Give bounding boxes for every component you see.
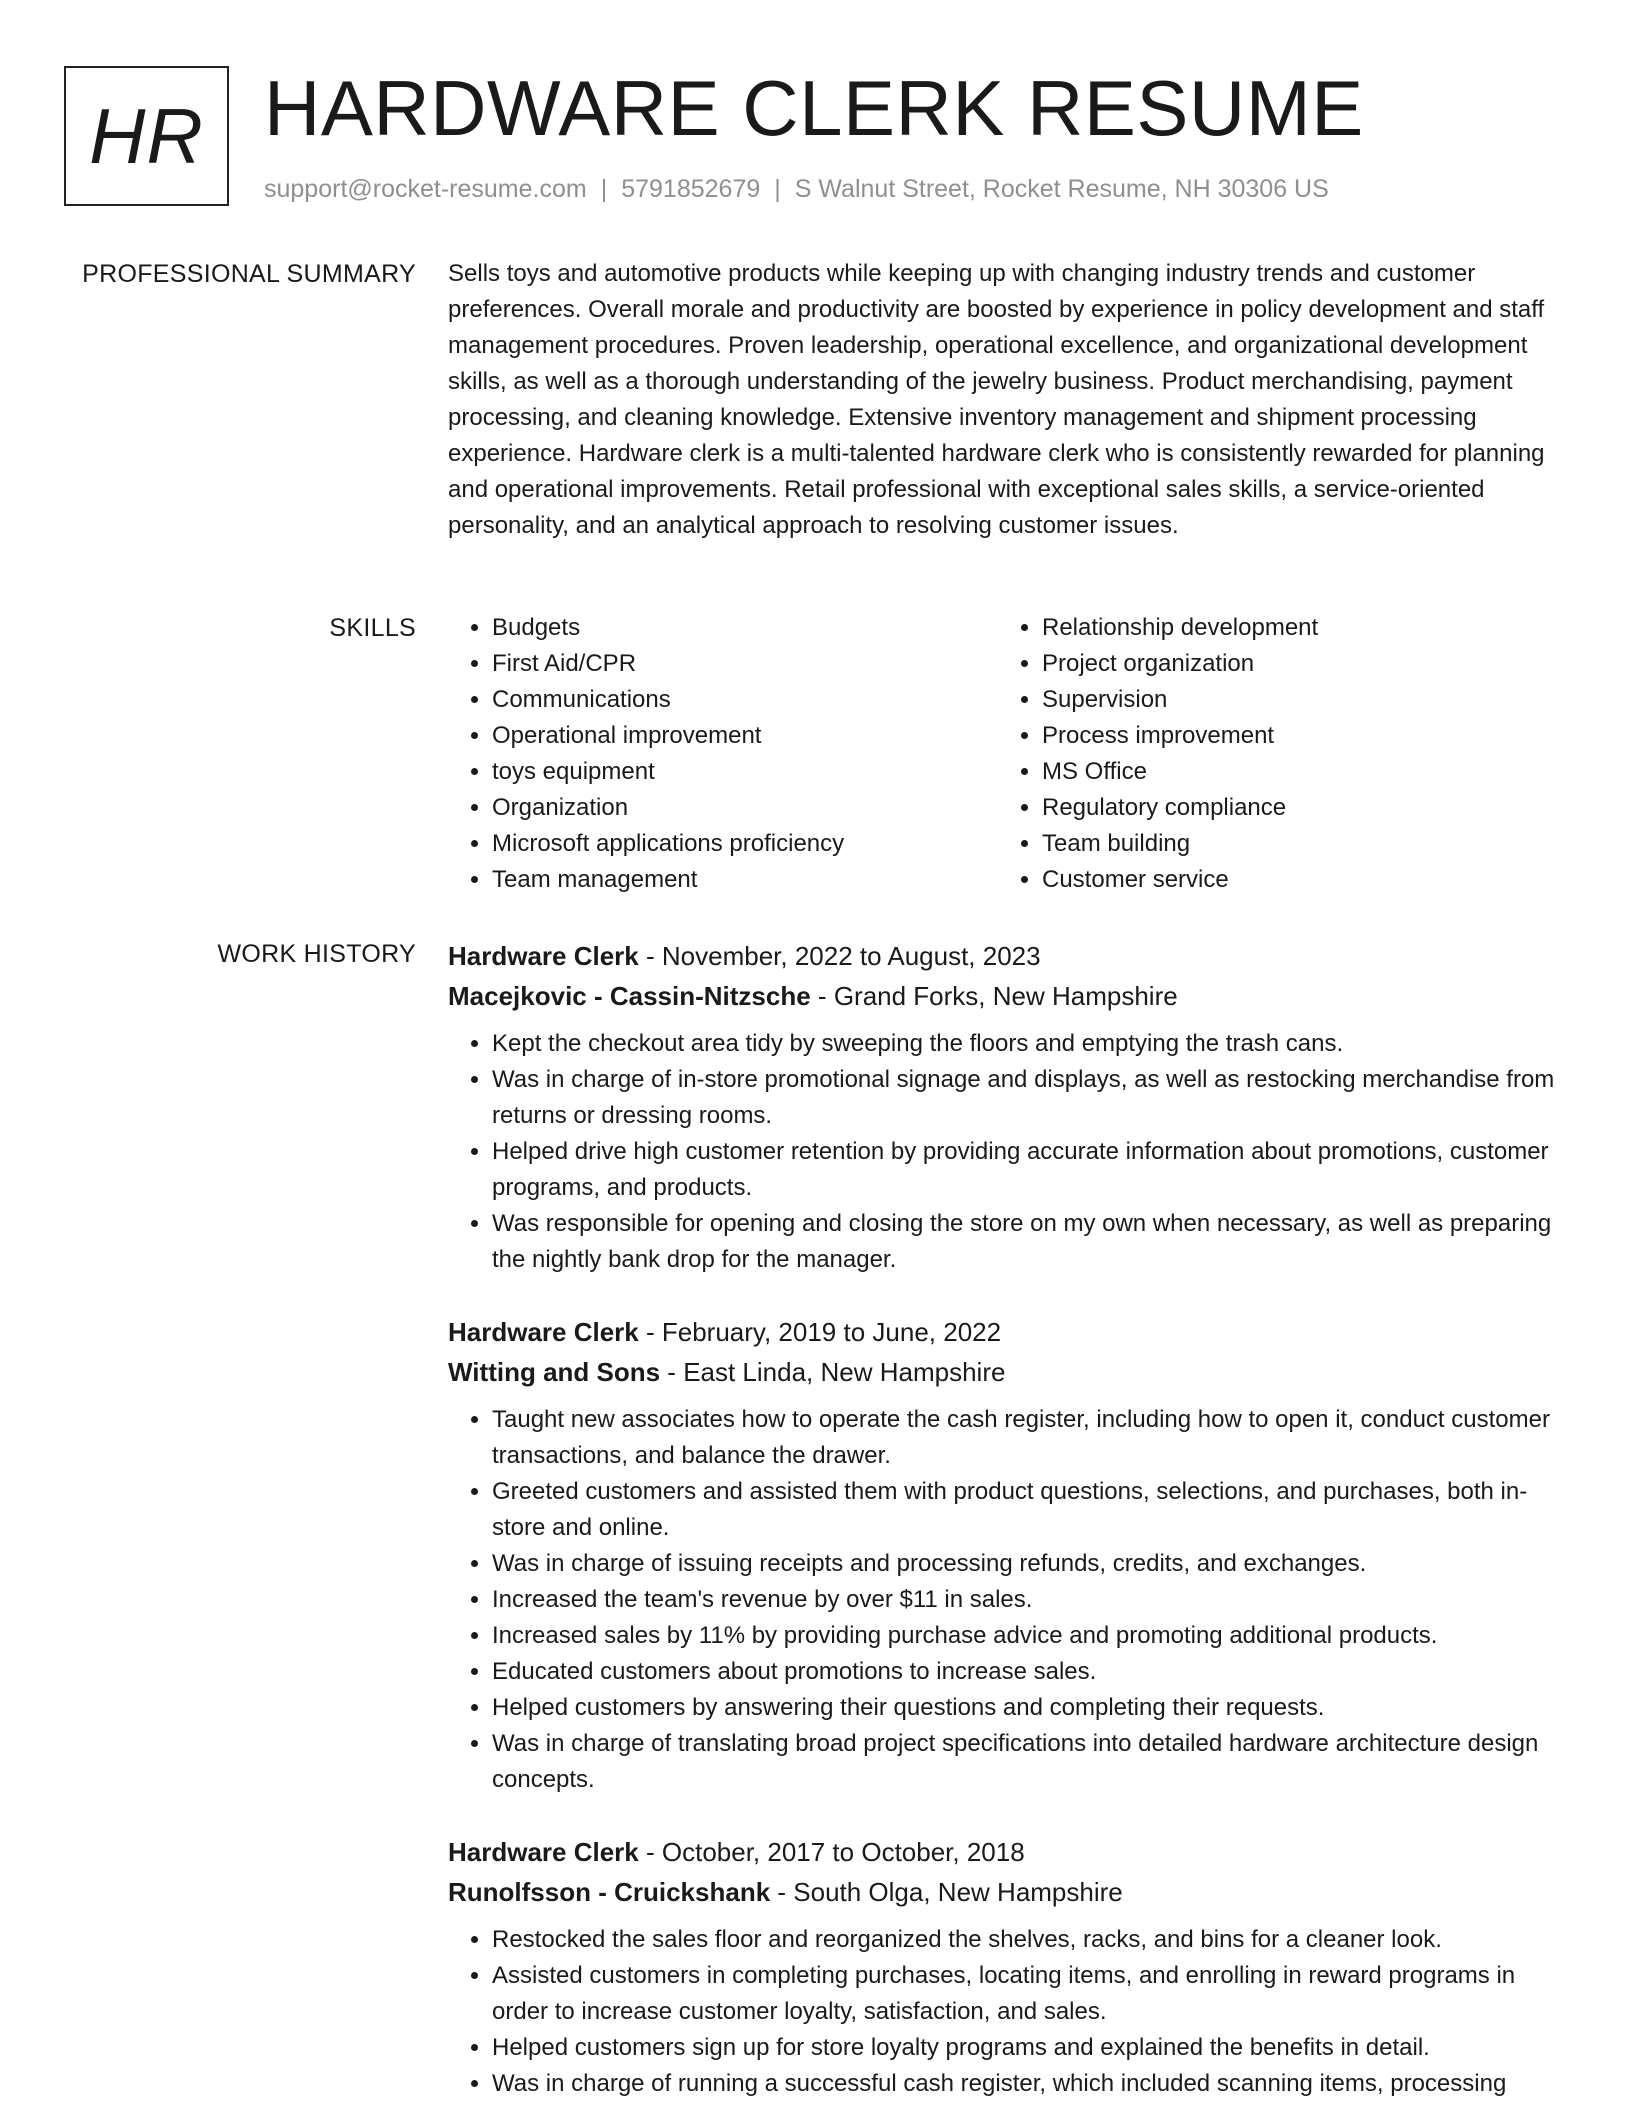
- job-bullet: • Restocked the sales floor and reorganized the shelves, racks, and bins for a cleaner look.: [492, 1922, 1568, 1958]
- skill-item: • Organization: [492, 790, 998, 826]
- job-bullet: • Helped customers by answering their questions and completing their requests.: [492, 1690, 1568, 1726]
- contact-phone: 5791852679: [621, 175, 761, 203]
- job-entry: [448, 1312, 1568, 1798]
- job-bullet-list: [448, 1922, 1568, 2102]
- job-title-line: Hardware Clerk - November, 2022 to August, 2023: [448, 941, 1041, 971]
- job-bullet: • Was in charge of in-store promotional signage and displays, as well as restocking merchandise from returns or dressing rooms.: [492, 1062, 1568, 1134]
- resume-header: [64, 66, 1568, 210]
- monogram-logo: [64, 66, 229, 206]
- job-bullet: • Increased sales by 11% by providing purchase advice and promoting additional products.: [492, 1618, 1568, 1654]
- skill-item: • Team management: [492, 862, 998, 898]
- job-company-line: Runolfsson - Cruickshank - South Olga, New Hampshire: [448, 1877, 1123, 1907]
- skill-item: • MS Office: [1042, 754, 1548, 790]
- job-bullet: • Was in charge of running a successful cash register, which included scanning items, processing: [492, 2066, 1568, 2102]
- job-bullet: • Was in charge of issuing receipts and processing refunds, credits, and exchanges.: [492, 1546, 1568, 1582]
- job-title: Hardware Clerk: [448, 941, 639, 971]
- job-bullet: • Helped customers sign up for store loyalty programs and explained the benefits in detail.: [492, 2030, 1568, 2066]
- job-location: East Linda, New Hampshire: [683, 1357, 1006, 1387]
- summary-heading: PROFESSIONAL SUMMARY: [82, 260, 416, 288]
- resume-title: HARDWARE CLERK RESUME: [264, 64, 1364, 152]
- job-bullet: • Was in charge of translating broad project specifications into detailed hardware architecture design concepts.: [492, 1726, 1568, 1798]
- job-dates: October, 2017 to October, 2018: [661, 1837, 1025, 1867]
- skill-item: • Microsoft applications proficiency: [492, 826, 998, 862]
- job-title: Hardware Clerk: [448, 1837, 639, 1867]
- skill-item: • Project organization: [1042, 646, 1548, 682]
- skill-item: • Budgets: [492, 610, 998, 646]
- skills-list-right: [998, 610, 1548, 898]
- job-bullet: • Greeted customers and assisted them with product questions, selections, and purchases, both in-store and online.: [492, 1474, 1568, 1546]
- skill-item: • Operational improvement: [492, 718, 998, 754]
- job-company-line: Witting and Sons - East Linda, New Hampshire: [448, 1357, 1006, 1387]
- contact-separator: |: [600, 175, 608, 203]
- job-title: Hardware Clerk: [448, 1317, 639, 1347]
- contact-line: [264, 172, 1329, 206]
- monogram-initials: HR: [89, 91, 204, 180]
- job-entry: [448, 936, 1568, 1278]
- summary-body: [448, 256, 1568, 544]
- skill-item: • Communications: [492, 682, 998, 718]
- job-bullet: • Helped drive high customer retention by providing accurate information about promotions, customer programs, and products.: [492, 1134, 1568, 1206]
- job-bullet: • Was responsible for opening and closing the store on my own when necessary, as well as preparing the nightly bank drop for the manager.: [492, 1206, 1568, 1278]
- job-dates: November, 2022 to August, 2023: [661, 941, 1041, 971]
- skill-item: • Team building: [1042, 826, 1548, 862]
- summary-text: Sells toys and automotive products while keeping up with changing industry trends and customer preferences. Overall morale and productivity are boosted by experience in policy development and staff management procedures. Proven leadership, operational excellence, and organizational development skills, as well as a thorough understanding of the jewelry business. Product merchandising, payment processing, and cleaning knowledge. Extensive inventory management and shipment processing experience. Hardware clerk is a multi-talented hardware clerk who is consistently rewarded for planning and operational improvements. Retail professional with exceptional sales skills, a service-oriented personality, and an analytical approach to resolving customer issues.: [448, 260, 1545, 539]
- skill-item: • toys equipment: [492, 754, 998, 790]
- job-title-line: Hardware Clerk - February, 2019 to June, 2022: [448, 1317, 1002, 1347]
- skill-item: • Customer service: [1042, 862, 1548, 898]
- job-dates: February, 2019 to June, 2022: [661, 1317, 1002, 1347]
- job-bullet: • Taught new associates how to operate the cash register, including how to open it, conduct customer transactions, and balance the drawer.: [492, 1402, 1568, 1474]
- work-history-heading: WORK HISTORY: [217, 940, 416, 968]
- skills-body: [448, 610, 1568, 898]
- job-company: Witting and Sons: [448, 1357, 661, 1387]
- skill-item: • First Aid/CPR: [492, 646, 998, 682]
- contact-address: S Walnut Street, Rocket Resume, NH 30306 US: [794, 175, 1329, 203]
- job-company: Runolfsson - Cruickshank: [448, 1877, 771, 1907]
- skill-item: • Regulatory compliance: [1042, 790, 1548, 826]
- contact-email: support@rocket-resume.com: [264, 175, 587, 203]
- job-bullet: • Educated customers about promotions to increase sales.: [492, 1654, 1568, 1690]
- skills-columns: [448, 610, 1568, 898]
- job-location: South Olga, New Hampshire: [793, 1877, 1123, 1907]
- job-entry: [448, 1832, 1568, 2102]
- job-bullet: • Increased the team's revenue by over $11 in sales.: [492, 1582, 1568, 1618]
- work-history-body: [448, 936, 1568, 2112]
- job-company: Macejkovic - Cassin-Nitzsche: [448, 981, 811, 1011]
- job-location: Grand Forks, New Hampshire: [833, 981, 1178, 1011]
- skill-item: • Supervision: [1042, 682, 1548, 718]
- skill-item: • Relationship development: [1042, 610, 1548, 646]
- job-bullet-list: [448, 1026, 1568, 1278]
- job-company-line: Macejkovic - Cassin-Nitzsche - Grand Forks, New Hampshire: [448, 981, 1178, 1011]
- contact-separator: |: [774, 175, 781, 203]
- skills-heading: SKILLS: [329, 614, 416, 642]
- job-title-line: Hardware Clerk - October, 2017 to October, 2018: [448, 1837, 1025, 1867]
- skills-list-left: [448, 610, 998, 898]
- job-bullet: • Assisted customers in completing purchases, locating items, and enrolling in reward programs in order to increase customer loyalty, satisfaction, and sales.: [492, 1958, 1568, 2030]
- skill-item: • Process improvement: [1042, 718, 1548, 754]
- job-bullet: • Kept the checkout area tidy by sweeping the floors and emptying the trash cans.: [492, 1026, 1568, 1062]
- job-bullet-list: [448, 1402, 1568, 1798]
